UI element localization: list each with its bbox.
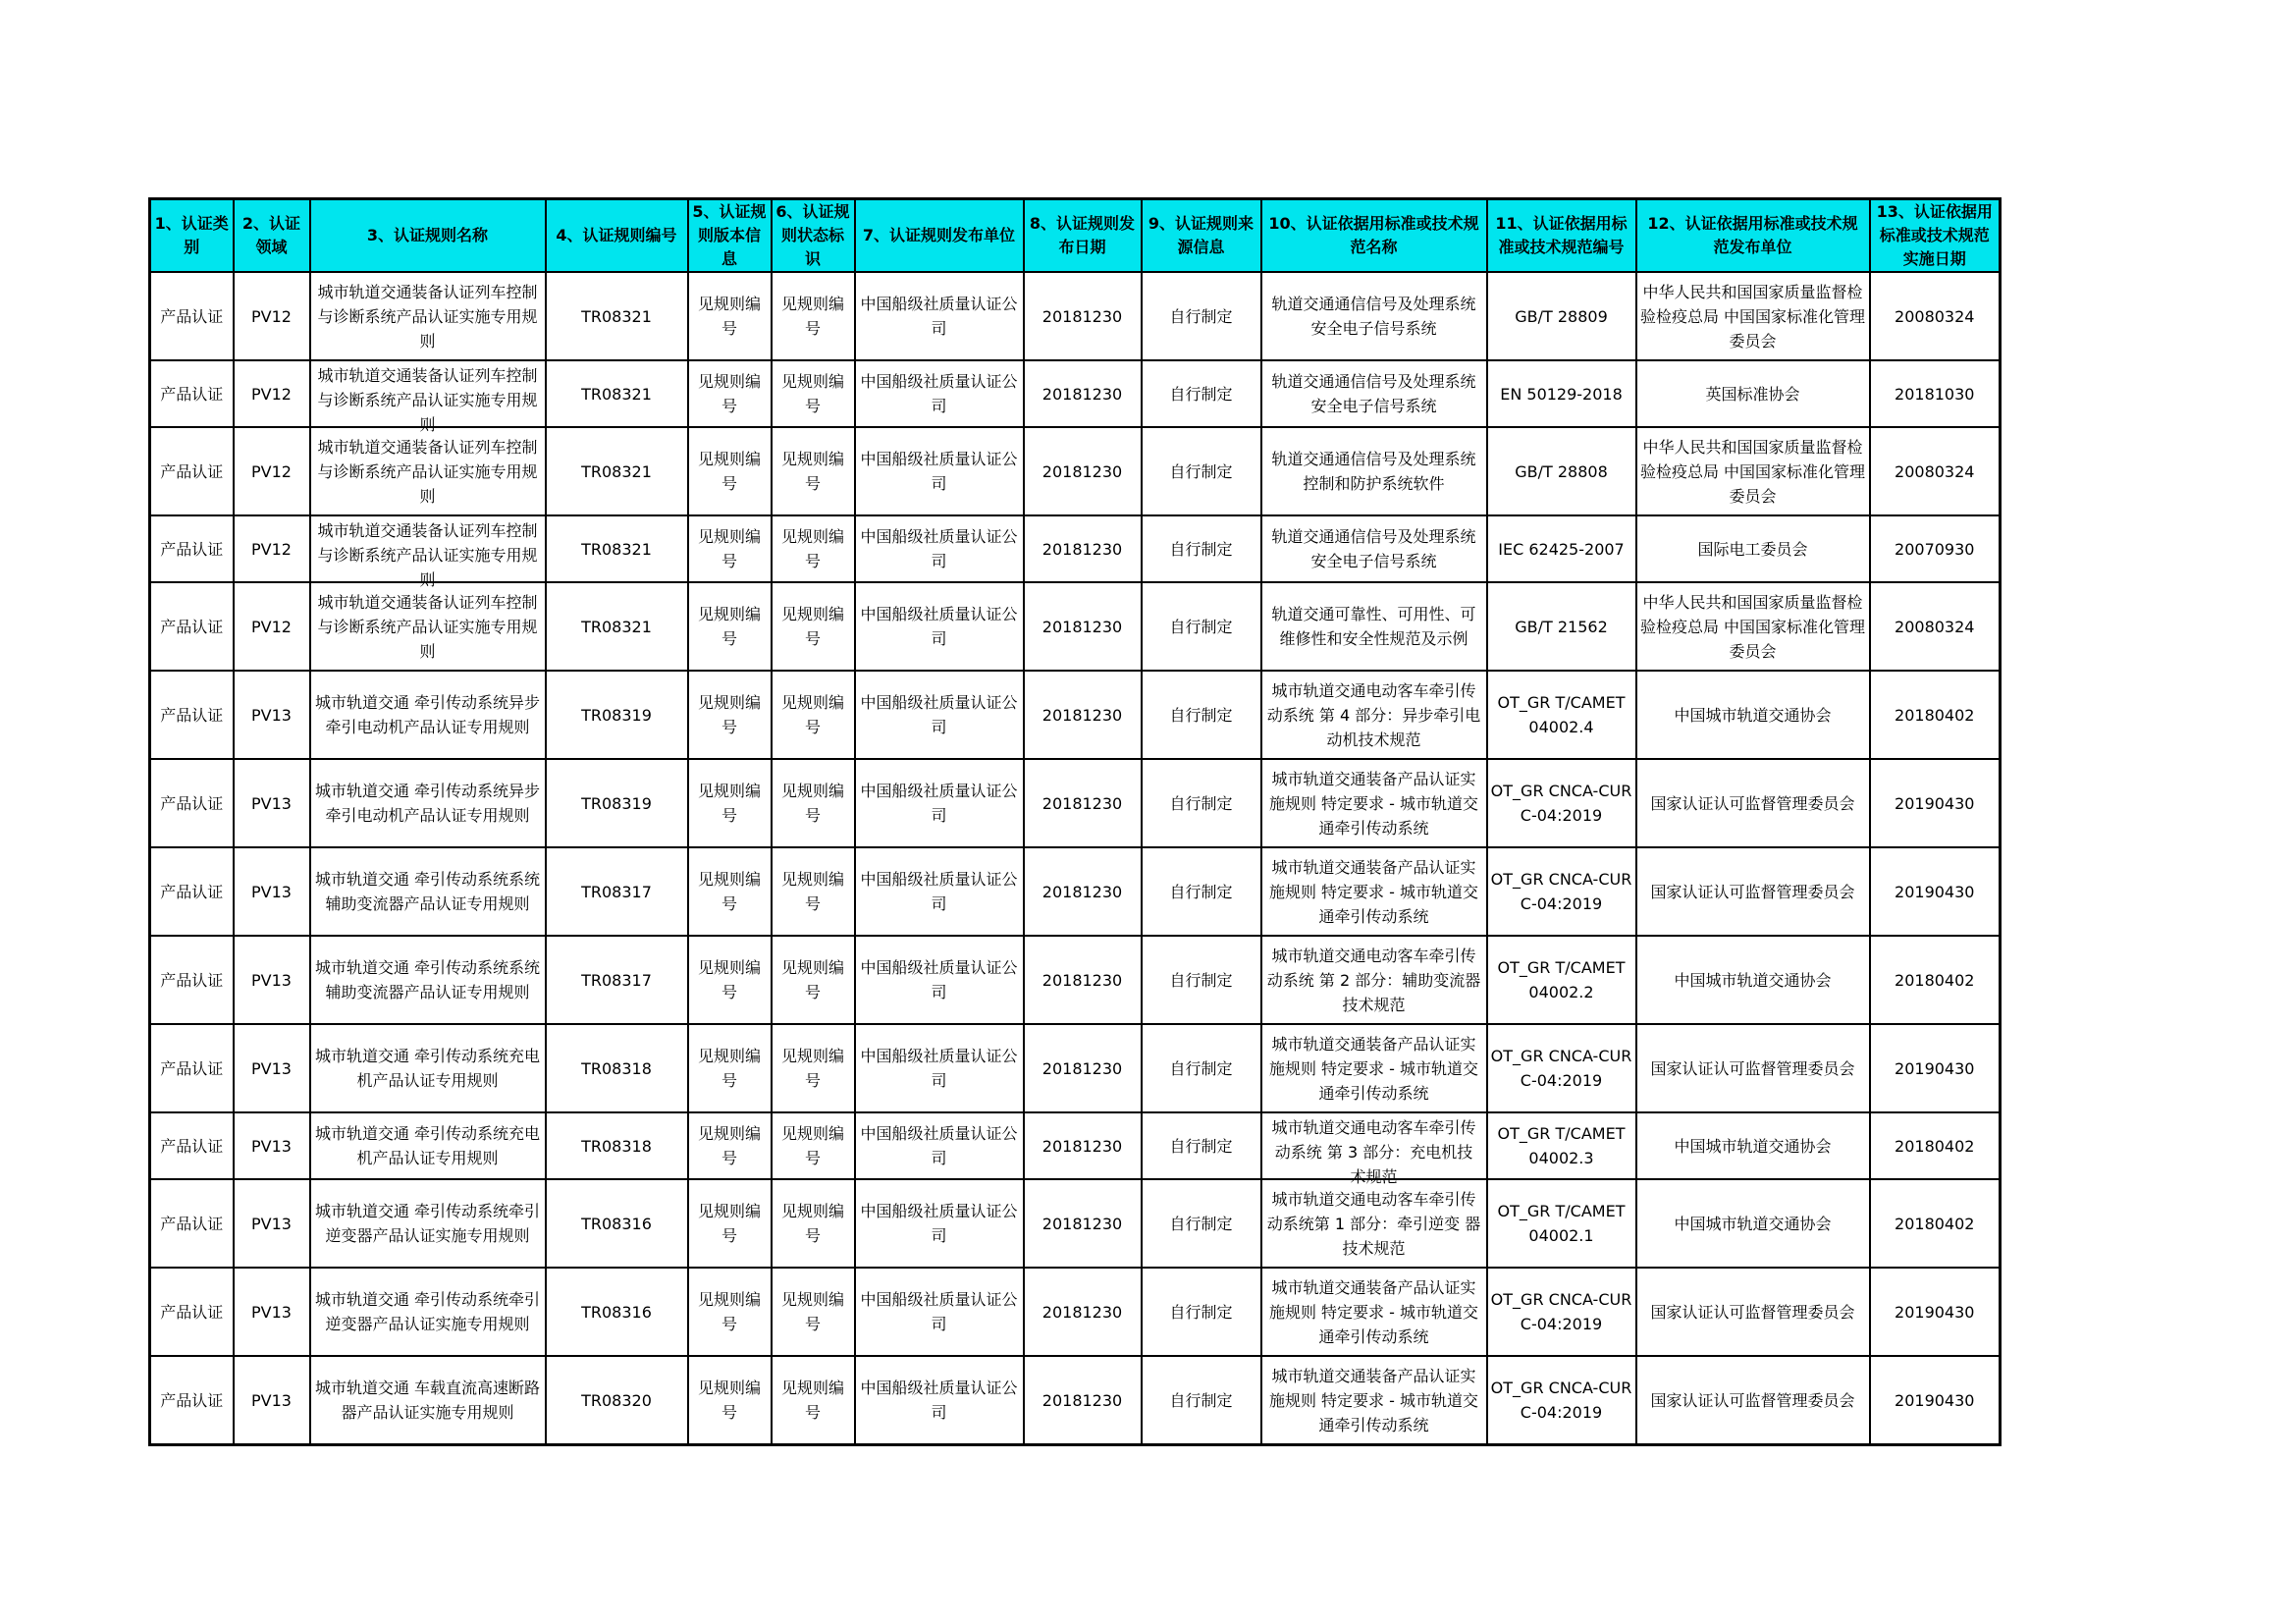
table-cell: 中国船级社质量认证公司 <box>855 671 1024 759</box>
header-cell: 5、认证规则版本信息 <box>688 199 772 273</box>
table-cell: 国家认证认可监督管理委员会 <box>1636 1268 1870 1356</box>
table-cell: 城市轨道交通 牵引传动系统系统辅助变流器产品认证专用规则 <box>310 847 546 936</box>
table-cell: 城市轨道交通 牵引传动系统充电机产品认证专用规则 <box>310 1024 546 1112</box>
table-cell: 见规则编号 <box>772 1356 855 1445</box>
table-row <box>150 847 2001 936</box>
table-cell: 20181230 <box>1024 936 1142 1024</box>
table-cell: 产品认证 <box>150 515 234 582</box>
table-cell: TR08321 <box>546 272 688 360</box>
table-cell: 见规则编号 <box>772 759 855 847</box>
header-cell: 10、认证依据用标准或技术规范名称 <box>1261 199 1487 273</box>
table-cell: 见规则编号 <box>688 847 772 936</box>
table-row <box>150 1268 2001 1356</box>
table-row <box>150 360 2001 427</box>
table-cell: 20190430 <box>1870 759 2001 847</box>
table-cell: 见规则编号 <box>688 360 772 427</box>
table-cell: GB/T 28808 <box>1487 427 1636 515</box>
table-cell: 产品认证 <box>150 936 234 1024</box>
table-cell: OT_GR CNCA-CURC-04:2019 <box>1487 759 1636 847</box>
table-cell: PV12 <box>234 427 310 515</box>
table-cell: 中国城市轨道交通协会 <box>1636 671 1870 759</box>
table-cell: 中国城市轨道交通协会 <box>1636 1179 1870 1268</box>
table-cell: 20190430 <box>1870 847 2001 936</box>
table-cell: 中国船级社质量认证公司 <box>855 272 1024 360</box>
table-cell: 产品认证 <box>150 1179 234 1268</box>
table-cell: 中国船级社质量认证公司 <box>855 1268 1024 1356</box>
table-cell: OT_GR T/CAMET 04002.1 <box>1487 1179 1636 1268</box>
table-cell: 20181230 <box>1024 427 1142 515</box>
table-cell: 中国船级社质量认证公司 <box>855 759 1024 847</box>
table-cell: 自行制定 <box>1142 671 1261 759</box>
table-cell: 见规则编号 <box>772 360 855 427</box>
table-cell: OT_GR CNCA-CURC-04:2019 <box>1487 1268 1636 1356</box>
table-cell: PV12 <box>234 360 310 427</box>
table-cell: 20180402 <box>1870 936 2001 1024</box>
table-cell: TR08317 <box>546 936 688 1024</box>
table-cell: GB/T 28809 <box>1487 272 1636 360</box>
table-cell: 城市轨道交通装备产品认证实施规则 特定要求 - 城市轨道交通牵引传动系统 <box>1261 1024 1487 1112</box>
table-cell: 见规则编号 <box>688 1024 772 1112</box>
table-cell: 20080324 <box>1870 582 2001 671</box>
table-cell: 见规则编号 <box>772 427 855 515</box>
table-cell: 城市轨道交通 牵引传动系统充电机产品认证专用规则 <box>310 1112 546 1179</box>
table-cell: 产品认证 <box>150 582 234 671</box>
table-cell: 20190430 <box>1870 1024 2001 1112</box>
table-cell: 中华人民共和国国家质量监督检验检疫总局 中国国家标准化管理委员会 <box>1636 582 1870 671</box>
table-cell: 自行制定 <box>1142 1356 1261 1445</box>
table-cell: 英国标准协会 <box>1636 360 1870 427</box>
table-cell: 中国船级社质量认证公司 <box>855 427 1024 515</box>
table-cell: 国家认证认可监督管理委员会 <box>1636 1356 1870 1445</box>
table-cell: 自行制定 <box>1142 360 1261 427</box>
table-row <box>150 427 2001 515</box>
table-cell: 20181230 <box>1024 272 1142 360</box>
table-cell: TR08316 <box>546 1268 688 1356</box>
table-cell: 20180402 <box>1870 671 2001 759</box>
table-cell: 自行制定 <box>1142 582 1261 671</box>
table-cell: TR08316 <box>546 1179 688 1268</box>
table-cell: 20080324 <box>1870 427 2001 515</box>
table-cell: 中国船级社质量认证公司 <box>855 1179 1024 1268</box>
table-cell: 见规则编号 <box>772 1112 855 1179</box>
table-cell: 20080324 <box>1870 272 2001 360</box>
table-cell: TR08321 <box>546 582 688 671</box>
table-cell: TR08318 <box>546 1112 688 1179</box>
table-cell: 国家认证认可监督管理委员会 <box>1636 1024 1870 1112</box>
table-body <box>150 272 2001 1445</box>
table-cell: PV13 <box>234 671 310 759</box>
table-cell: 中国船级社质量认证公司 <box>855 582 1024 671</box>
table-row <box>150 671 2001 759</box>
table-cell: 城市轨道交通装备产品认证实施规则 特定要求 - 城市轨道交通牵引传动系统 <box>1261 759 1487 847</box>
table-cell: 中华人民共和国国家质量监督检验检疫总局 中国国家标准化管理委员会 <box>1636 272 1870 360</box>
table-cell: 产品认证 <box>150 272 234 360</box>
table-cell: 见规则编号 <box>772 1024 855 1112</box>
table-cell: 产品认证 <box>150 847 234 936</box>
table-cell: TR08321 <box>546 360 688 427</box>
table-cell: 20181230 <box>1024 1268 1142 1356</box>
table-cell: 见规则编号 <box>688 671 772 759</box>
table-cell: 自行制定 <box>1142 1024 1261 1112</box>
table-cell: 见规则编号 <box>688 1112 772 1179</box>
table-cell: 城市轨道交通装备产品认证实施规则 特定要求 - 城市轨道交通牵引传动系统 <box>1261 847 1487 936</box>
table-cell: 见规则编号 <box>688 515 772 582</box>
table-cell: 产品认证 <box>150 1024 234 1112</box>
table-cell: 见规则编号 <box>688 1268 772 1356</box>
table-cell: 自行制定 <box>1142 936 1261 1024</box>
header-cell: 6、认证规则状态标识 <box>772 199 855 273</box>
table-cell: PV13 <box>234 1024 310 1112</box>
table-cell: 城市轨道交通装备认证列车控制与诊断系统产品认证实施专用规则 <box>310 515 546 582</box>
table-cell: 20070930 <box>1870 515 2001 582</box>
table-cell: 产品认证 <box>150 360 234 427</box>
table-cell: 20181230 <box>1024 1179 1142 1268</box>
table-cell: 见规则编号 <box>772 847 855 936</box>
table-row <box>150 582 2001 671</box>
table-cell: 轨道交通通信信号及处理系统安全电子信号系统 <box>1261 515 1487 582</box>
table-cell: 自行制定 <box>1142 759 1261 847</box>
table-cell: 20181230 <box>1024 847 1142 936</box>
table-cell: 见规则编号 <box>772 671 855 759</box>
header-cell: 3、认证规则名称 <box>310 199 546 273</box>
table-cell: OT_GR T/CAMET 04002.2 <box>1487 936 1636 1024</box>
table-cell: 20190430 <box>1870 1356 2001 1445</box>
table-cell: 产品认证 <box>150 1268 234 1356</box>
table-cell: 自行制定 <box>1142 1179 1261 1268</box>
table-cell: GB/T 21562 <box>1487 582 1636 671</box>
table-cell: IEC 62425-2007 <box>1487 515 1636 582</box>
table-cell: 城市轨道交通 车载直流高速断路器产品认证实施专用规则 <box>310 1356 546 1445</box>
table-cell: PV13 <box>234 847 310 936</box>
table-cell: 20180402 <box>1870 1112 2001 1179</box>
table-cell: 城市轨道交通 牵引传动系统异步牵引电动机产品认证专用规则 <box>310 671 546 759</box>
table-cell: TR08317 <box>546 847 688 936</box>
table-cell: 见规则编号 <box>772 1179 855 1268</box>
table-cell: OT_GR T/CAMET 04002.4 <box>1487 671 1636 759</box>
table-cell: 见规则编号 <box>772 582 855 671</box>
table-cell: 20181230 <box>1024 671 1142 759</box>
header-cell: 8、认证规则发布日期 <box>1024 199 1142 273</box>
table-cell: OT_GR T/CAMET 04002.3 <box>1487 1112 1636 1179</box>
table-cell: 20181230 <box>1024 1356 1142 1445</box>
table-cell: TR08321 <box>546 515 688 582</box>
header-cell: 1、认证类别 <box>150 199 234 273</box>
table-cell: PV13 <box>234 759 310 847</box>
table-cell: PV12 <box>234 272 310 360</box>
table-cell: 城市轨道交通装备产品认证实施规则 特定要求 - 城市轨道交通牵引传动系统 <box>1261 1268 1487 1356</box>
table-cell: 中国船级社质量认证公司 <box>855 1356 1024 1445</box>
table-cell: TR08318 <box>546 1024 688 1112</box>
table-cell: OT_GR CNCA-CURC-04:2019 <box>1487 1356 1636 1445</box>
table-cell: PV13 <box>234 936 310 1024</box>
table-cell: 城市轨道交通电动客车牵引传动系统 第 2 部分：辅助变流器技术规范 <box>1261 936 1487 1024</box>
table-cell: 产品认证 <box>150 1356 234 1445</box>
table-cell: 20180402 <box>1870 1179 2001 1268</box>
table-cell: 中国城市轨道交通协会 <box>1636 1112 1870 1179</box>
header-cell: 13、认证依据用标准或技术规范实施日期 <box>1870 199 2001 273</box>
header-row <box>150 199 2001 273</box>
table-cell: PV13 <box>234 1179 310 1268</box>
table-cell: 见规则编号 <box>688 272 772 360</box>
table-row <box>150 515 2001 582</box>
table-cell: PV12 <box>234 515 310 582</box>
table-cell: 城市轨道交通装备认证列车控制与诊断系统产品认证实施专用规则 <box>310 272 546 360</box>
table-cell: EN 50129-2018 <box>1487 360 1636 427</box>
table-cell: 轨道交通通信信号及处理系统安全电子信号系统 <box>1261 360 1487 427</box>
table-cell: 自行制定 <box>1142 272 1261 360</box>
table-cell: TR08319 <box>546 671 688 759</box>
table-cell: 20181230 <box>1024 582 1142 671</box>
table-row <box>150 272 2001 360</box>
table-row <box>150 759 2001 847</box>
table-cell: 20181230 <box>1024 1112 1142 1179</box>
table-cell: 产品认证 <box>150 671 234 759</box>
table-cell: OT_GR CNCA-CURC-04:2019 <box>1487 1024 1636 1112</box>
table-cell: 城市轨道交通 牵引传动系统牵引逆变器产品认证实施专用规则 <box>310 1268 546 1356</box>
table-cell: 见规则编号 <box>688 1179 772 1268</box>
table-cell: 见规则编号 <box>688 936 772 1024</box>
table-cell: 中国船级社质量认证公司 <box>855 515 1024 582</box>
table-cell: 城市轨道交通 牵引传动系统异步牵引电动机产品认证专用规则 <box>310 759 546 847</box>
table-cell: 轨道交通通信信号及处理系统安全电子信号系统 <box>1261 272 1487 360</box>
table-cell: 城市轨道交通 牵引传动系统牵引逆变器产品认证实施专用规则 <box>310 1179 546 1268</box>
table-cell: TR08320 <box>546 1356 688 1445</box>
table-cell: 见规则编号 <box>772 936 855 1024</box>
table-cell: 产品认证 <box>150 427 234 515</box>
table-cell: 轨道交通通信信号及处理系统控制和防护系统软件 <box>1261 427 1487 515</box>
table-cell: 自行制定 <box>1142 427 1261 515</box>
table-cell: 中国城市轨道交通协会 <box>1636 936 1870 1024</box>
table-row <box>150 1356 2001 1445</box>
table-cell: 中国船级社质量认证公司 <box>855 1112 1024 1179</box>
header-cell: 4、认证规则编号 <box>546 199 688 273</box>
table-cell: 中国船级社质量认证公司 <box>855 360 1024 427</box>
table-cell: 自行制定 <box>1142 847 1261 936</box>
table-cell: 见规则编号 <box>688 1356 772 1445</box>
table-cell: 自行制定 <box>1142 1112 1261 1179</box>
table-cell: 20181230 <box>1024 360 1142 427</box>
table-cell: 城市轨道交通装备产品认证实施规则 特定要求 - 城市轨道交通牵引传动系统 <box>1261 1356 1487 1445</box>
table-cell: 城市轨道交通装备认证列车控制与诊断系统产品认证实施专用规则 <box>310 360 546 427</box>
table-cell: 产品认证 <box>150 759 234 847</box>
table-cell: 见规则编号 <box>772 272 855 360</box>
table-cell: 城市轨道交通装备认证列车控制与诊断系统产品认证实施专用规则 <box>310 582 546 671</box>
table-row <box>150 1179 2001 1268</box>
certification-rules-table <box>148 197 2002 1446</box>
table-cell: PV13 <box>234 1268 310 1356</box>
table-row <box>150 1024 2001 1112</box>
table-cell: 20181230 <box>1024 515 1142 582</box>
table-row <box>150 936 2001 1024</box>
table-cell: 城市轨道交通电动客车牵引传动系统 第 4 部分：异步牵引电动机技术规范 <box>1261 671 1487 759</box>
table-cell: 见规则编号 <box>688 759 772 847</box>
table-cell: 城市轨道交通电动客车牵引传动系统 第 3 部分：充电机技 术规范 <box>1261 1112 1487 1179</box>
header-cell: 12、认证依据用标准或技术规范发布单位 <box>1636 199 1870 273</box>
table-cell: OT_GR CNCA-CURC-04:2019 <box>1487 847 1636 936</box>
table-cell: PV13 <box>234 1356 310 1445</box>
table-cell: 国家认证认可监督管理委员会 <box>1636 847 1870 936</box>
table-cell: PV12 <box>234 582 310 671</box>
table-cell: 自行制定 <box>1142 1268 1261 1356</box>
table-cell: 中华人民共和国国家质量监督检验检疫总局 中国国家标准化管理委员会 <box>1636 427 1870 515</box>
table-cell: 中国船级社质量认证公司 <box>855 1024 1024 1112</box>
table-cell: 中国船级社质量认证公司 <box>855 936 1024 1024</box>
table-cell: 产品认证 <box>150 1112 234 1179</box>
table-cell: 城市轨道交通电动客车牵引传动系统第 1 部分：牵引逆变 器技术规范 <box>1261 1179 1487 1268</box>
table-cell: 中国船级社质量认证公司 <box>855 847 1024 936</box>
table-cell: 见规则编号 <box>688 427 772 515</box>
table-cell: 城市轨道交通 牵引传动系统系统辅助变流器产品认证专用规则 <box>310 936 546 1024</box>
table-cell: 国际电工委员会 <box>1636 515 1870 582</box>
table-cell: 20181230 <box>1024 759 1142 847</box>
table-cell: TR08319 <box>546 759 688 847</box>
table-cell: 20181230 <box>1024 1024 1142 1112</box>
table-cell: 自行制定 <box>1142 515 1261 582</box>
table-cell: 20181030 <box>1870 360 2001 427</box>
table-cell: 见规则编号 <box>772 1268 855 1356</box>
table-cell: 见规则编号 <box>688 582 772 671</box>
table-cell: 轨道交通可靠性、可用性、可维修性和安全性规范及示例 <box>1261 582 1487 671</box>
table-cell: TR08321 <box>546 427 688 515</box>
header-cell: 11、认证依据用标准或技术规范编号 <box>1487 199 1636 273</box>
header-cell: 7、认证规则发布单位 <box>855 199 1024 273</box>
table-row <box>150 1112 2001 1179</box>
table-cell: PV13 <box>234 1112 310 1179</box>
table-cell: 20190430 <box>1870 1268 2001 1356</box>
header-cell: 2、认证领域 <box>234 199 310 273</box>
table-cell: 见规则编号 <box>772 515 855 582</box>
table-cell: 城市轨道交通装备认证列车控制与诊断系统产品认证实施专用规则 <box>310 427 546 515</box>
table-cell: 国家认证认可监督管理委员会 <box>1636 759 1870 847</box>
header-cell: 9、认证规则来源信息 <box>1142 199 1261 273</box>
